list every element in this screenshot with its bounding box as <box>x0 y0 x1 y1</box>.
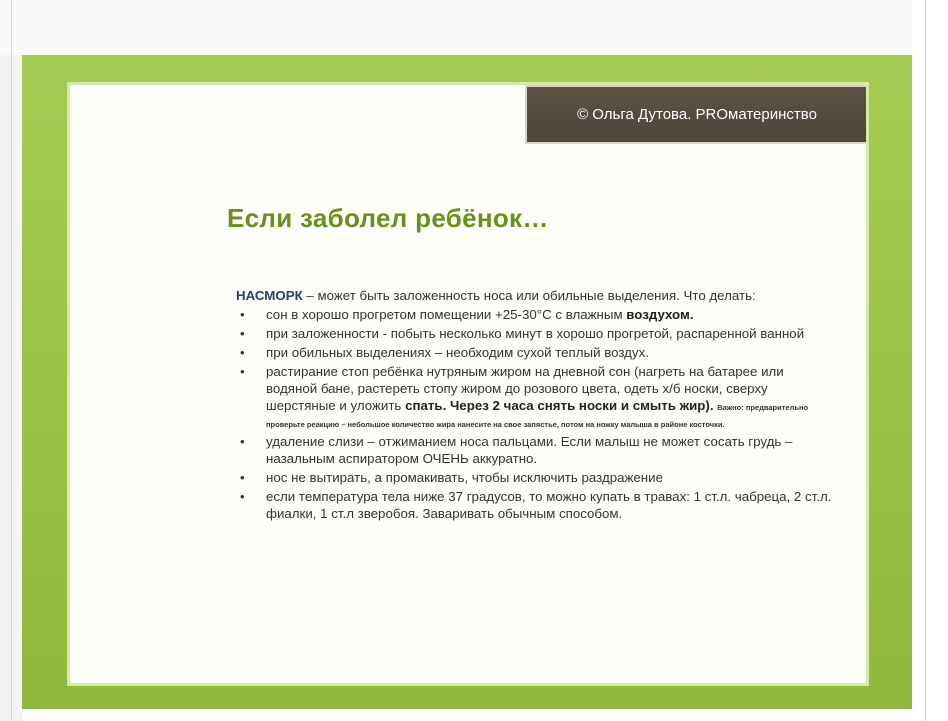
list-item-text: удаление слизи – отжиманием носа пальцами. Если малыш не может сосать грудь – назальным аспиратором ОЧЕНЬ аккуратно. <box>266 434 793 466</box>
presentation-slide <box>22 55 912 709</box>
list-item <box>236 344 836 361</box>
slide-content-area <box>70 85 866 683</box>
list-item-strong: спать. Через 2 часа снять носки и смыть жир). <box>405 398 714 413</box>
list-item-strong: воздухом. <box>626 307 694 322</box>
list-item <box>236 325 836 342</box>
list-item-text: при заложенности - побыть несколько минут в хорошо прогретой, распаренной ванной <box>266 326 805 341</box>
slide-title: Если заболел ребёнок… <box>227 203 549 233</box>
list-item-note: Важно: предварительно проверьте реакцию – небольшое количество жира нанесите на свое запястье, потом на ножку малыша в районе косточки. <box>266 403 809 429</box>
intro-text: – может быть заложенность носа или обильные выделения. Что делать: <box>302 288 756 303</box>
intro-keyword: НАСМОРК <box>236 288 303 303</box>
viewer-left-divider <box>11 0 12 721</box>
list-item <box>236 488 836 522</box>
list-item-text: растирание стоп ребёнка нутряным жиром на дневной сон (нагреть на батарее или водяной бане, растереть стопу жиром до розового цвета, одеть х/б носки, сверху шерстяные и уложить <box>266 364 784 413</box>
list-item-text: если температура тела ниже 37 градусов, то можно купать в травах: 1 ст.л. чабреца, 2 ст.л. фиалки, 1 ст.л зверобоя. Заваривать обычным способом. <box>266 489 832 521</box>
viewer-right-edge <box>912 0 948 721</box>
viewer-right-divider <box>925 0 926 721</box>
copyright-badge: © Ольга Дутова. PROматеринство <box>525 85 866 144</box>
intro-paragraph <box>236 287 836 304</box>
list-item-text: сон в хорошо прогретом помещении +25-30°С с влажным <box>266 307 627 322</box>
viewer-top-bar <box>0 0 948 55</box>
list-item <box>236 433 836 467</box>
list-item <box>236 363 836 431</box>
advice-list <box>236 306 836 522</box>
list-item <box>236 306 836 323</box>
list-item-text: при обильных выделениях – необходим сухой теплый воздух. <box>266 345 649 360</box>
list-item <box>236 469 836 486</box>
slide-body <box>236 287 836 522</box>
list-item-text: нос не вытирать, а промакивать, чтобы исключить раздражение <box>266 470 663 485</box>
